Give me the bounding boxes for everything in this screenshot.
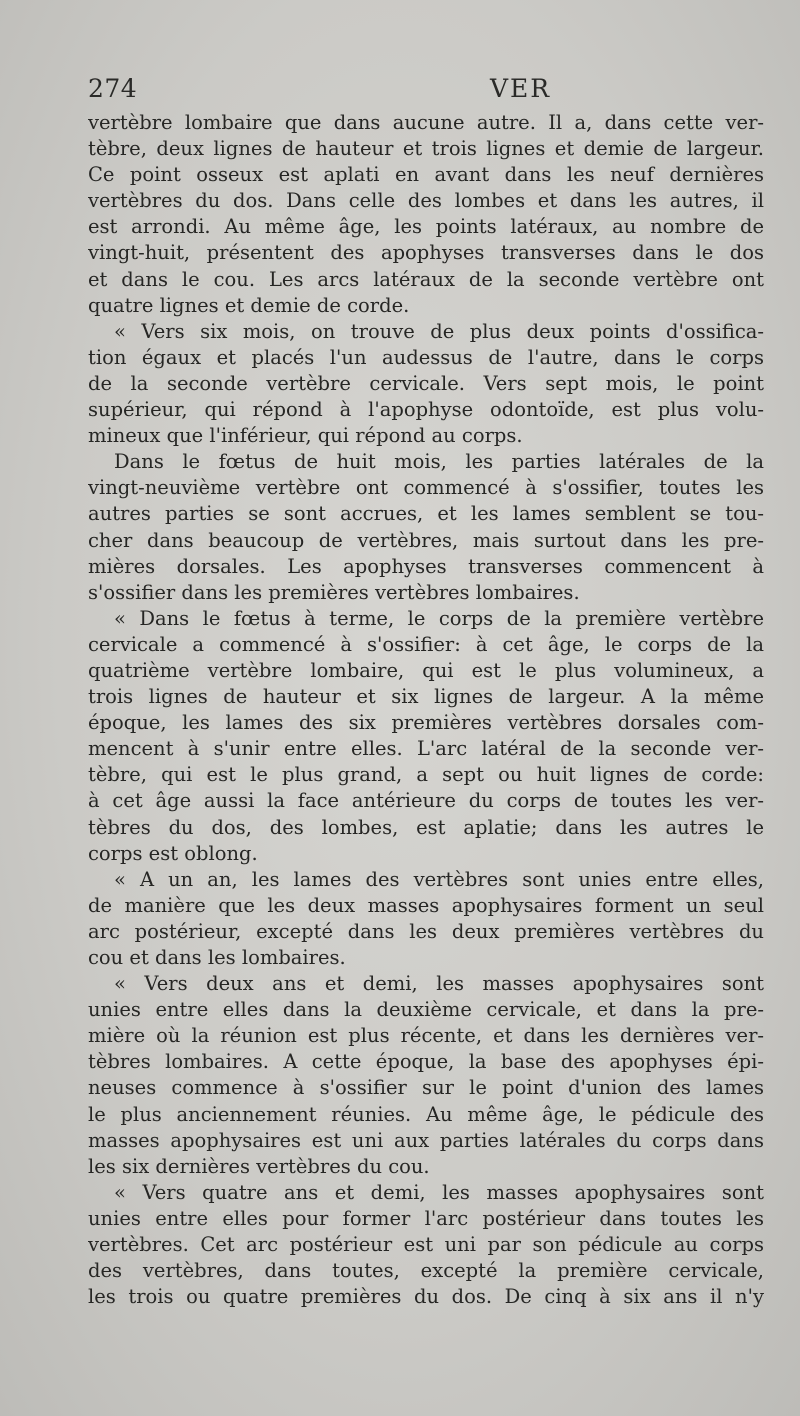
text-line: tèbre, qui est le plus grand, a sept ou huit lignes de corde:	[88, 763, 764, 787]
page-header	[88, 72, 764, 106]
text-line: quatre lignes et demie de corde.	[88, 293, 410, 317]
text-line: vertèbre lombaire que dans aucune autre. Il a, dans cette ver-	[88, 111, 764, 134]
text-line: cou et dans les lombaires.	[88, 946, 346, 969]
text-line: mineux que l'inférieur, qui répond au corps.	[88, 424, 523, 448]
text-line: trois lignes de hauteur et six lignes de largeur. A la même	[88, 685, 764, 709]
text-line: tion égaux et placés l'un audessus de l'autre, dans le corps	[88, 345, 764, 369]
text-line: supérieur, qui répond à l'apophyse odontoïde, est plus volu-	[88, 398, 764, 422]
text-line: cher dans beaucoup de vertèbres, mais surtout dans les pre-	[88, 528, 764, 552]
text-line: « A un an, les lames des vertèbres sont unies entre elles,	[114, 867, 764, 891]
text-line: unies entre elles dans la deuxième cervicale, et dans la pre-	[88, 998, 764, 1022]
text-line: cervicale a commencé à s'ossifier: à cet âge, le corps de la	[88, 632, 764, 656]
text-line: époque, les lames des six premières vertèbres dorsales com-	[88, 711, 764, 735]
text-line: unies entre elles pour former l'arc postérieur dans toutes les	[88, 1206, 764, 1230]
text-line: tèbres lombaires. A cette époque, la base des apophyses épi-	[88, 1050, 764, 1074]
text-line: des vertèbres, dans toutes, excepté la première cervicale,	[88, 1259, 764, 1283]
text-line: vingt-neuvième vertèbre ont commencé à s'ossifier, toutes les	[88, 476, 764, 500]
text-line: et dans le cou. Les arcs latéraux de la seconde vertèbre ont	[88, 267, 764, 291]
text-line: les six dernières vertèbres du cou.	[88, 1154, 430, 1178]
text-line: mière où la réunion est plus récente, et dans les dernières ver-	[88, 1024, 764, 1048]
text-line: « Dans le fœtus à terme, le corps de la première vertèbre	[114, 606, 764, 630]
text-line: le plus anciennement réunies. Au même âge, le pédicule des	[88, 1102, 764, 1126]
text-line: « Vers quatre ans et demi, les masses apophysaires sont	[114, 1180, 764, 1204]
text-line: quatrième vertèbre lombaire, qui est le plus volumineux, a	[88, 658, 764, 682]
text-line: s'ossifier dans les premières vertèbres lombaires.	[88, 580, 580, 604]
text-line: vertèbres. Cet arc postérieur est uni par son pédicule au corps	[88, 1233, 764, 1257]
text-line: de manière que les deux masses apophysaires forment un seul	[88, 893, 764, 917]
text-line: arc postérieur, excepté dans les deux premières vertèbres du	[88, 919, 764, 943]
text-line: « Vers six mois, on trouve de plus deux points d'ossifica-	[114, 319, 764, 343]
page-number: 274	[88, 74, 138, 103]
text-line: « Vers deux ans et demi, les masses apophysaires sont	[114, 972, 764, 996]
text-line: corps est oblong.	[88, 841, 258, 865]
text-line: vingt-huit, présentent des apophyses transverses dans le dos	[88, 241, 764, 265]
text-line: Dans le fœtus de huit mois, les parties latérales de la	[114, 450, 764, 474]
text-line: Ce point osseux est aplati en avant dans les neuf dernières	[88, 163, 764, 187]
text-line: est arrondi. Au même âge, les points latéraux, au nombre de	[88, 215, 764, 239]
text-line: mières dorsales. Les apophyses transverses commencent à	[88, 554, 764, 578]
text-line: masses apophysaires est uni aux parties latérales du corps dans	[88, 1128, 764, 1152]
text-line: tèbres du dos, des lombes, est aplatie; dans les autres le	[88, 815, 764, 839]
text-line: vertèbres du dos. Dans celle des lombes et dans les autres, il	[88, 189, 764, 213]
text-line: mencent à s'unir entre elles. L'arc latéral de la seconde ver-	[88, 737, 764, 761]
text-line: de la seconde vertèbre cervicale. Vers sept mois, le point	[88, 371, 764, 395]
text-line: neuses commence à s'ossifier sur le point d'union des lames	[88, 1076, 764, 1100]
text-line: autres parties se sont accrues, et les lames semblent se tou-	[88, 502, 764, 526]
text-line: tèbre, deux lignes de hauteur et trois lignes et demie de largeur.	[88, 137, 764, 161]
body-text	[88, 110, 764, 1310]
text-line: à cet âge aussi la face antérieure du corps de toutes les ver-	[88, 789, 764, 813]
text-line: les trois ou quatre premières du dos. De cinq à six ans il n'y	[88, 1285, 764, 1309]
running-head: VER	[490, 74, 552, 103]
